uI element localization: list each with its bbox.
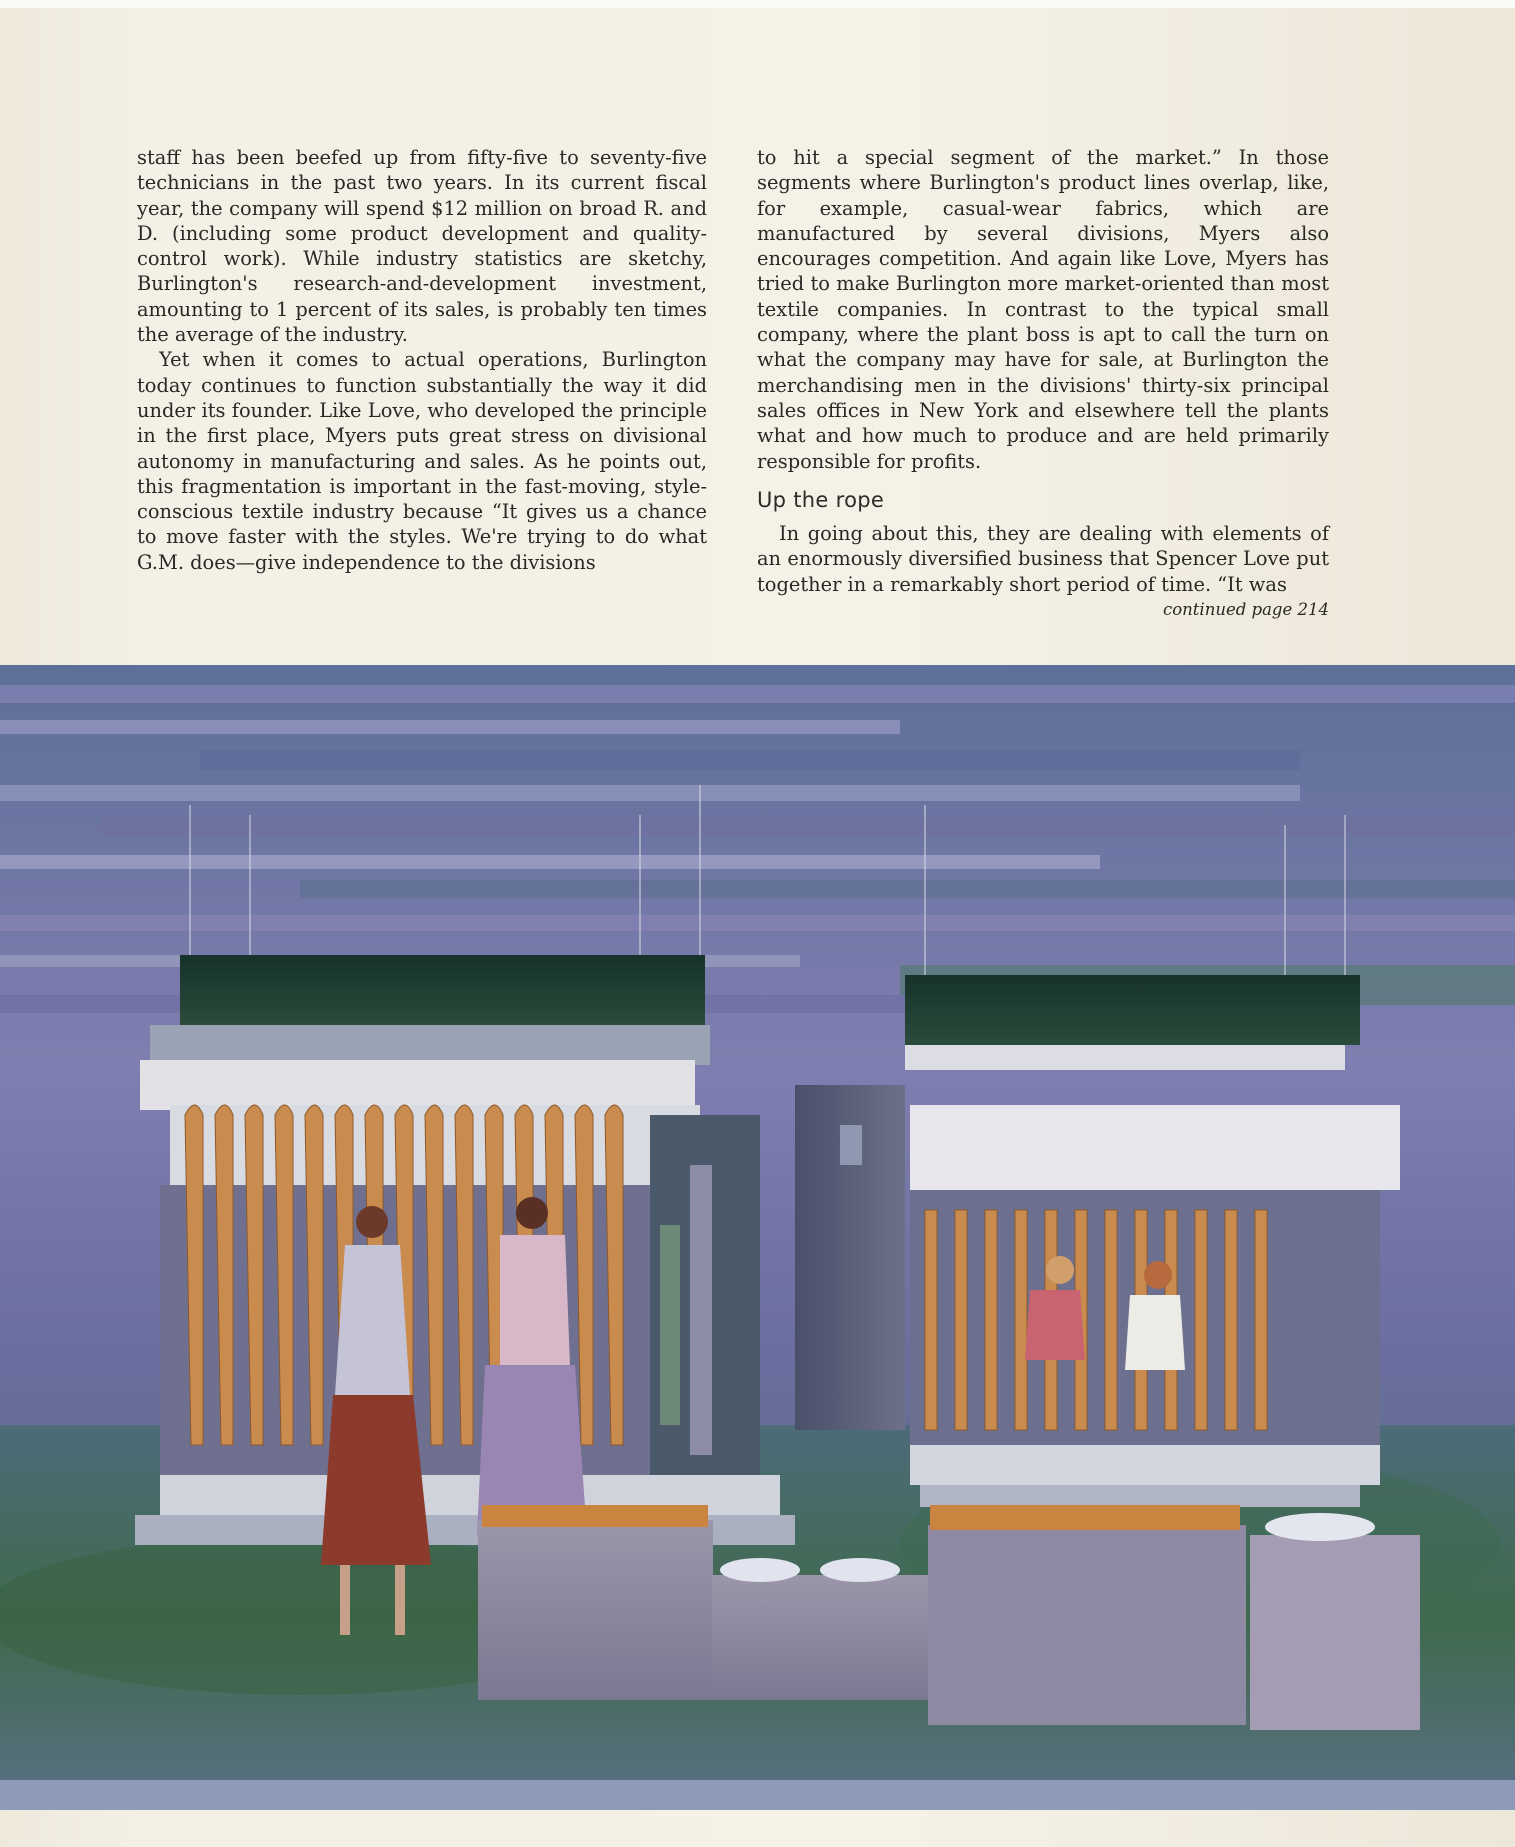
right-machine-roof: [905, 975, 1360, 1045]
continued-note: continued page 214: [1163, 600, 1329, 620]
factory-illustration: [0, 665, 1515, 1810]
page-edge: [0, 0, 1515, 8]
left-column: [137, 145, 707, 575]
paragraph: staff has been beefed up from fifty-five to seventy-five technicians in the past two years. In its current fiscal year, the company will spend $12 million on broad R. and D. (including some product development and quality-control work). While industry statistics are sketchy, Burlington's research-and-development investment, amounting to 1 percent of its sales, is probably ten times the average of the industry.: [137, 146, 707, 347]
bins: [478, 1505, 1420, 1730]
left-machine-roof: [180, 955, 705, 1025]
section-subhead: Up the rope: [757, 487, 885, 512]
paragraph: In going about this, they are dealing with elements of an enormously diversified business that Spencer Love put together in a remarkably short period of time. “It was: [757, 522, 1329, 596]
paragraph: to hit a special segment of the market.” In those segments where Burlington's product lines overlap, like, for example, casual-wear fabrics, which are manufactured by several divisions, Myers also encourages competition. And again like Love, Myers has tried to make Burlington more market-oriented than most textile companies. In contrast to the typical small company, where the plant boss is apt to call the turn on what the company may have for sale, at Burlington the merchandising men in the divisions' thirty-six principal sales offices in New York and elsewhere tell the plants what and how much to produce and are held primarily responsible for profits.: [757, 146, 1329, 473]
illustration-svg: [0, 665, 1515, 1810]
paragraph: Yet when it comes to actual operations, Burlington today continues to function substantially the way it did under its founder. Like Love, who developed the principle in the first place, Myers puts great stress on divisional autonomy in manufacturing and sales. As he points out, this fragmentation is important in the fast-moving, style-conscious textile industry because “It gives us a chance to move faster with the styles. We're trying to do what G.M. does—give independence to the divisions: [137, 348, 707, 574]
right-column: [757, 145, 1329, 622]
